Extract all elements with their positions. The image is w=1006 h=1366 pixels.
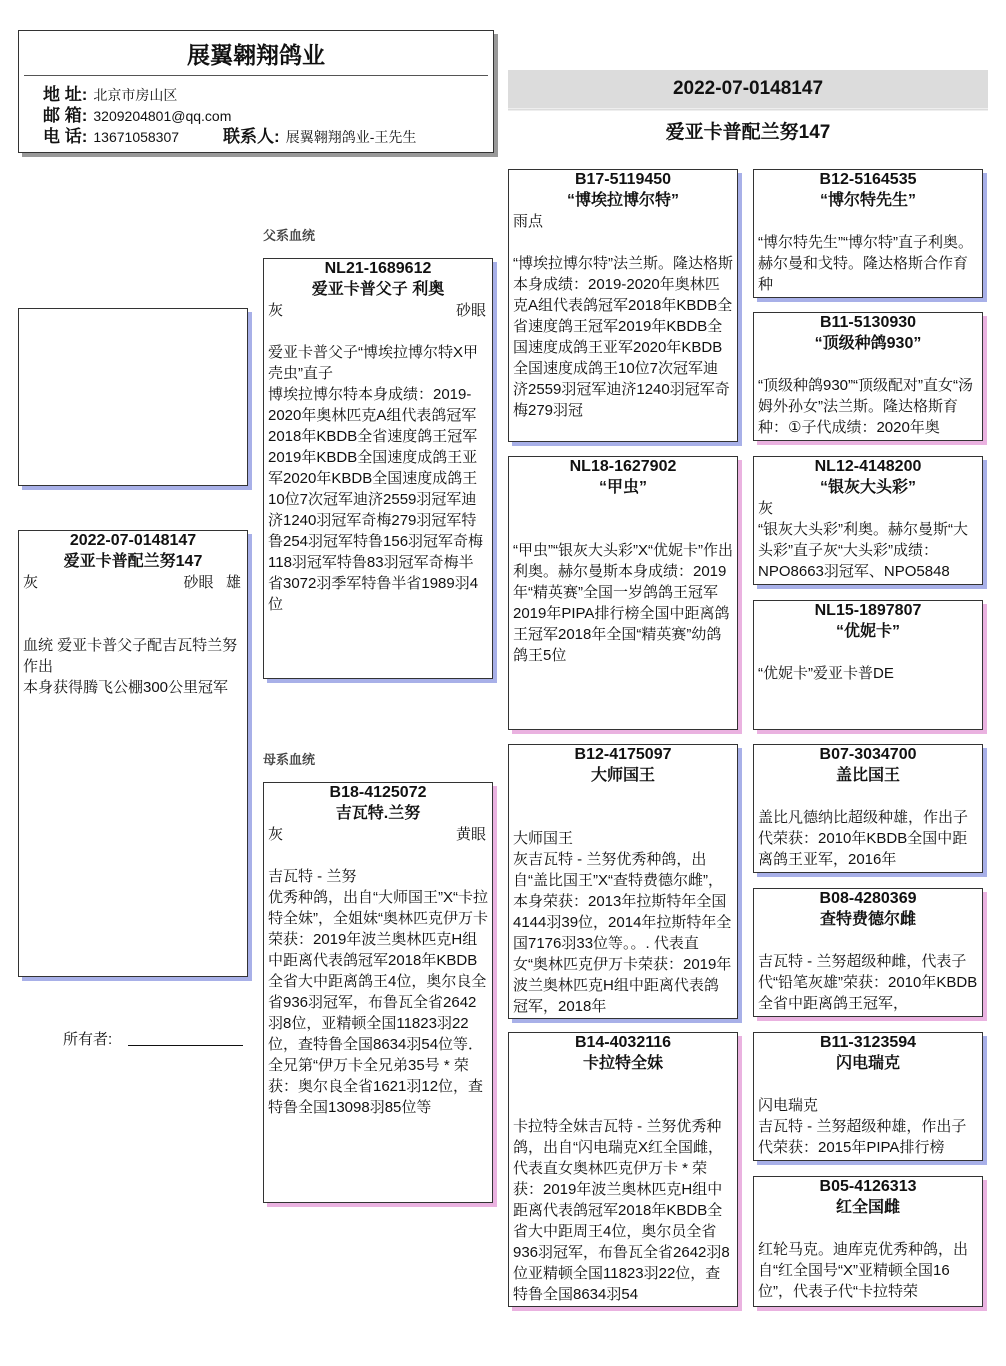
ring-number: B17-5119450: [574, 171, 672, 188]
great-grandparent-card: [753, 169, 983, 298]
great-grandparent-card: [753, 888, 983, 1017]
attributes: [513, 211, 733, 232]
sire-section-label: 父系血统: [263, 228, 316, 243]
color: 灰: [758, 500, 774, 517]
pigeon-name: 盖比国王: [835, 767, 900, 784]
attributes: [758, 642, 978, 663]
dam-card: [263, 782, 493, 1203]
email-label: 邮 箱:: [43, 106, 88, 125]
pigeon-name: “博埃拉博尔特”: [566, 192, 679, 209]
ring-number: NL18-1627902: [569, 458, 677, 475]
owner-signature-line: [128, 1045, 243, 1046]
great-grandparent-card: [753, 1032, 983, 1161]
pigeon-name: 大师国王: [590, 767, 655, 784]
sire-card: [263, 258, 493, 679]
pigeon-name: “顶级种鸽930”: [814, 335, 922, 352]
attributes: [758, 211, 978, 232]
pigeon-name: “银灰大头彩”: [819, 479, 916, 496]
pigeon-name: 闪电瑞克: [835, 1055, 900, 1072]
email-value: 3209204801@qq.com: [93, 108, 232, 124]
divider: [24, 75, 488, 76]
dam-section-label: 母系血统: [263, 752, 316, 767]
great-grandparent-card: [753, 456, 983, 585]
contact-value: 展翼翱翔鸽业-王先生: [285, 129, 417, 145]
color: 灰: [268, 826, 284, 843]
ring-number: NL12-4148200: [814, 458, 922, 475]
email-row: [43, 106, 231, 126]
pigeon-name: “优妮卡”: [835, 623, 900, 640]
ring-number: B07-3034700: [819, 746, 917, 763]
breeder-title: 展翼翱翔鸽业: [187, 42, 325, 68]
sex: 雄: [225, 574, 241, 591]
ring-number: B05-4126313: [819, 1178, 917, 1195]
description: 卡拉特全妹吉瓦特 - 兰努优秀种鸽，出自“闪电瑞克X红全国雌，代表直女奥林匹克伊万卡 * 荣获：2019年波兰奥林匹克H组中距离代表鸽冠军2018年KBDB全省大中距周王4位，奥尔员全省936羽冠军，布鲁瓦全省2642羽8位亚精顿全国11823羽22位，查特鲁全国8634羽54: [513, 1118, 730, 1303]
grandsire-paternal-card: [508, 169, 738, 442]
great-grandparent-card: [753, 312, 983, 441]
description: 盖比凡德纳比超级种雄，作出子代荣获：2010年KBDB全国中距离鸽王亚军，2016年: [758, 809, 969, 868]
ring-number: NL21-1689612: [324, 260, 432, 277]
great-grandparent-card: [753, 1176, 983, 1307]
pigeon-name: 卡拉特全妹: [582, 1055, 663, 1072]
description: 血统 爱亚卡普父子配吉瓦特兰努作出 本身获得腾飞公棚300公里冠军: [23, 637, 238, 696]
granddam-maternal-card: [508, 1032, 738, 1307]
attributes: [513, 1074, 733, 1095]
attributes: [758, 498, 978, 519]
owner-label: 所有者:: [63, 1031, 113, 1048]
eye: 黄眼: [455, 826, 486, 843]
pigeon-name: 查特费德尔雌: [819, 911, 916, 928]
pigeon-name: “甲虫”: [598, 479, 647, 496]
attributes: [268, 824, 488, 845]
attributes: [758, 930, 978, 951]
ring-number: B12-5164535: [819, 171, 917, 188]
banner-ring: 2022-07-0148147: [508, 70, 988, 111]
attributes: [758, 786, 978, 807]
address-row: [43, 85, 177, 105]
attributes: [758, 1218, 978, 1239]
grandsire-maternal-card: [508, 744, 738, 1019]
eye: 砂眼: [183, 574, 214, 591]
banner-name: 爱亚卡普配兰努147: [665, 122, 831, 143]
color: 灰: [268, 302, 284, 319]
description: “甲虫”“银灰大头彩”X“优妮卡”作出利奥。赫尔曼斯本身成绩：2019年“精英赛”全国一岁鸽鸽王冠军2019年PIPA排行榜全国中距离鸽王冠军2018年全国“精英赛”幼鸽鸽王5位: [513, 542, 733, 664]
phone-label: 电 话:: [43, 127, 88, 146]
attributes: [268, 300, 488, 321]
address-value: 北京市房山区: [93, 87, 178, 103]
description: “博尔特先生”“博尔特”直子利奥。赫尔曼和戈特。隆达格斯合作育种: [758, 234, 973, 293]
pigeon-name: 吉瓦特.兰努: [335, 805, 421, 822]
granddam-paternal-card: [508, 456, 738, 730]
description: “银灰大头彩”利奥。赫尔曼斯“大头彩”直子灰“大头彩”成绩：NPO8663羽冠军、NPO5848: [758, 521, 968, 580]
ring-number: NL15-1897807: [814, 602, 922, 619]
attributes: [758, 1074, 978, 1095]
color: 雨点: [513, 213, 544, 230]
color: 灰: [23, 574, 39, 591]
ring-number: B12-4175097: [574, 746, 672, 763]
description: “优妮卡”爱亚卡普DE: [758, 665, 894, 682]
great-grandparent-card: [753, 600, 983, 730]
pigeon-name: “博尔特先生”: [819, 192, 916, 209]
breeder-header: [18, 30, 494, 153]
description: 吉瓦特 - 兰努超级种雌，代表子代“铅笔灰雄”荣获：2010年KBDB全省中距离鸽王冠军，: [758, 953, 978, 1012]
description: 红轮马克。迪库克优秀种鸽，出自“红全国号“X”亚精顿全国16位”，代表子代“卡拉特荣: [758, 1241, 969, 1300]
photo-placeholder: [18, 308, 248, 486]
attributes: [23, 572, 243, 593]
ring-number: B08-4280369: [819, 890, 917, 907]
phone-row: [43, 127, 416, 147]
description: 大师国王 灰吉瓦特 - 兰努优秀种鸽，出自“盖比国王”X“查特费德尔雌”，本身荣获：2013年拉斯特年全国4144羽39位，2014年拉斯特年全国7176羽33位等。。. 代表直女“奥林匹克伊万卡荣获：2019年波兰奥林匹克H组中距离代表鸽冠军，2018年: [513, 830, 732, 1015]
ring-number: B14-4032116: [574, 1034, 672, 1051]
attributes: [513, 786, 733, 807]
ring-number: B11-5130930: [819, 314, 917, 331]
pigeon-name: 爱亚卡普父子 利奥: [311, 281, 445, 298]
pigeon-name: 红全国雌: [835, 1199, 900, 1216]
description: 闪电瑞克 吉瓦特 - 兰努超级种雄，作出子代荣获：2015年PIPA排行榜: [758, 1097, 967, 1156]
description: “顶级种鸽930”“顶级配对”直女“汤姆外孙女”法兰斯。隆达格斯育种：①子代成绩：2020年奥: [758, 377, 974, 436]
great-grandparent-card: [753, 744, 983, 873]
ring-number: B18-4125072: [329, 784, 427, 801]
phone-value: 13671058307: [93, 129, 180, 145]
description: 爱亚卡普父子“博埃拉博尔特X甲壳虫”直子 博埃拉博尔特本身成绩：2019-2020年奥林匹克A组代表鸽冠军2018年KBDB全省速度鸽王冠军2019年KBDB全国速度成鸽王亚军2020年KBDB全国速度成鸽王10位7次冠军迪济2559羽冠军迪济1240羽冠军奇梅279羽冠军特鲁254羽冠军特鲁156羽冠军奇梅118羽冠军特鲁83羽冠军奇梅半省3072羽季军特鲁半省1989羽4位: [268, 344, 484, 613]
description: 吉瓦特 - 兰努 优秀种鸽，出自“大师国王”X“卡拉特全妹”，全姐妹“奥林匹克伊万卡荣获：2019年波兰奥林匹克H组中距离代表鸽冠军2018年KBDB全省大中距离鸽王4位，奥尔良全省936羽冠军，布鲁瓦全省2642羽8位，亚精顿全国11823羽22位，查特鲁全国8634羽54位等．全兄第“伊万卡全兄弟35号 * 荣获：奥尔良全省1621羽12位，查特鲁全国13098羽85位等: [268, 868, 488, 1116]
ring-number: 2022-07-0148147: [69, 532, 197, 549]
ring-number: B11-3123594: [819, 1034, 917, 1051]
attributes: [513, 498, 733, 519]
address-label: 地 址:: [43, 85, 88, 104]
attributes: [758, 354, 978, 375]
pigeon-name: 爱亚卡普配兰努147: [63, 553, 203, 570]
eye: 砂眼: [455, 302, 486, 319]
description: “博埃拉博尔特”法兰斯。隆达格斯 本身成绩：2019-2020年奥林匹克A组代表鸽冠军2018年KBDB全省速度鸽王冠军2019年KBDB全国速度成鸽王亚军2020年KBDB全国速度成鸽王10位7次冠军迪济2559羽冠军迪济1240羽冠军奇梅279羽冠: [513, 255, 733, 419]
contact-label: 联系人:: [223, 127, 280, 146]
subject-card: [18, 530, 248, 977]
